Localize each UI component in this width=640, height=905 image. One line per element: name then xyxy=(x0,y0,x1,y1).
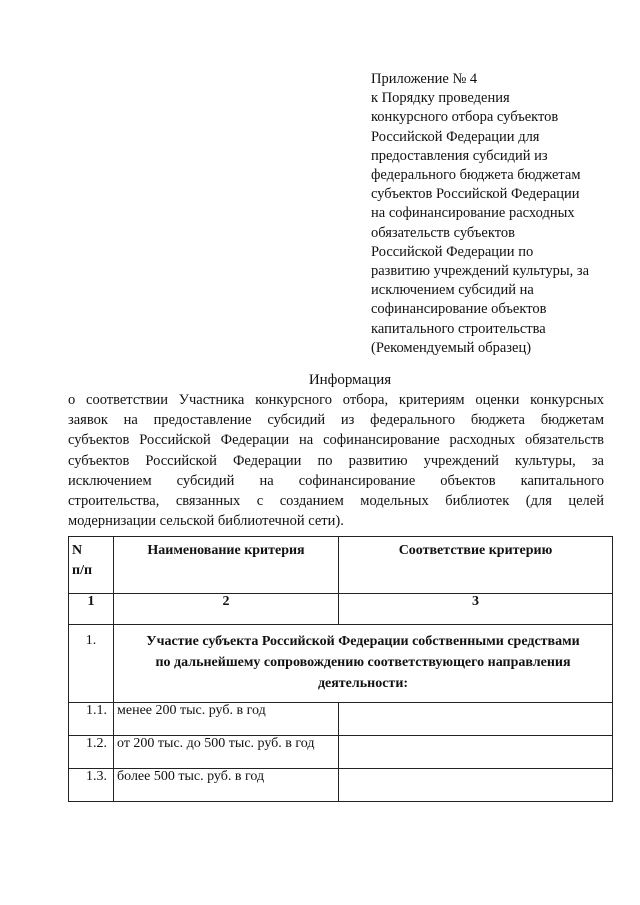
info-line: субъектов Российской Федерации по развитию учреждений культуры, за xyxy=(68,452,604,469)
section-num-cell: 1. xyxy=(69,625,114,703)
header-num-n: N xyxy=(72,543,83,558)
row-num-cell: 1.3. xyxy=(69,769,114,802)
header-num-pp: п/п xyxy=(72,563,93,578)
column-index-cell: 3 xyxy=(339,594,613,625)
info-paragraph xyxy=(68,390,604,531)
table-row xyxy=(69,736,613,769)
section-row xyxy=(69,625,613,703)
info-line: о соответствии Участника конкурсного отбора, критериям оценки конкурсных xyxy=(68,392,604,408)
appendix-line: софинансирование объектов xyxy=(371,301,547,318)
table-header-row xyxy=(69,537,613,594)
appendix-line: федерального бюджета бюджетам xyxy=(371,167,581,184)
appendix-line: к Порядку проведения xyxy=(371,90,510,107)
appendix-block xyxy=(371,70,621,358)
appendix-line: капитального строительства xyxy=(371,320,546,337)
header-num-cell xyxy=(69,537,114,594)
info-line: субъектов Российской Федерации на софинансирование расходных обязательств xyxy=(68,432,604,449)
appendix-line: Российской Федерации по xyxy=(371,243,534,260)
appendix-line: (Рекомендуемый образец) xyxy=(371,339,532,356)
column-index-row xyxy=(69,594,613,625)
table-row xyxy=(69,703,613,736)
row-criterion-cell: более 500 тыс. руб. в год xyxy=(114,769,339,802)
row-num-cell: 1.2. xyxy=(69,736,114,769)
row-criterion-cell: менее 200 тыс. руб. в год xyxy=(114,703,339,736)
appendix-line: Приложение № 4 xyxy=(371,71,478,87)
appendix-line: обязательств субъектов xyxy=(371,224,515,241)
header-name-cell: Наименование критерия xyxy=(114,537,339,594)
appendix-line: на софинансирование расходных xyxy=(371,205,575,222)
info-line: модернизации сельской библиотечной сети). xyxy=(68,513,344,530)
info-line: строительства, связанных с созданием модельных библиотек (для целей xyxy=(68,493,604,510)
table-row xyxy=(69,769,613,802)
column-index-cell: 1 xyxy=(69,594,114,625)
info-title: Информация xyxy=(308,372,392,388)
appendix-line: исключением субсидий на xyxy=(371,282,534,299)
header-compliance-cell: Соответствие критерию xyxy=(339,537,613,594)
row-criterion-cell: от 200 тыс. до 500 тыс. руб. в год xyxy=(114,736,339,769)
section-title-line: деятельности: xyxy=(317,676,409,691)
criteria-table xyxy=(68,536,613,802)
appendix-line: субъектов Российской Федерации xyxy=(371,186,580,203)
appendix-line: предоставления субсидий из xyxy=(371,147,548,164)
section-title-line: Участие субъекта Российской Федерации собственными средствами xyxy=(146,634,580,649)
row-compliance-cell[interactable] xyxy=(339,703,613,736)
column-index-cell: 2 xyxy=(114,594,339,625)
row-num-cell: 1.1. xyxy=(69,703,114,736)
section-title-cell xyxy=(114,625,613,703)
appendix-line: Российской Федерации для xyxy=(371,128,540,145)
appendix-line: развитию учреждений культуры, за xyxy=(371,263,590,280)
section-title-line: по дальнейшему сопровождению соответствующего направления xyxy=(155,655,571,670)
info-line: исключением субсидий на софинансирование объектов капитального xyxy=(68,472,604,489)
row-compliance-cell[interactable] xyxy=(339,736,613,769)
row-compliance-cell[interactable] xyxy=(339,769,613,802)
appendix-line: конкурсного отбора субъектов xyxy=(371,109,559,126)
info-line: заявок на предоставление субсидий из федерального бюджета бюджетам xyxy=(68,412,604,429)
